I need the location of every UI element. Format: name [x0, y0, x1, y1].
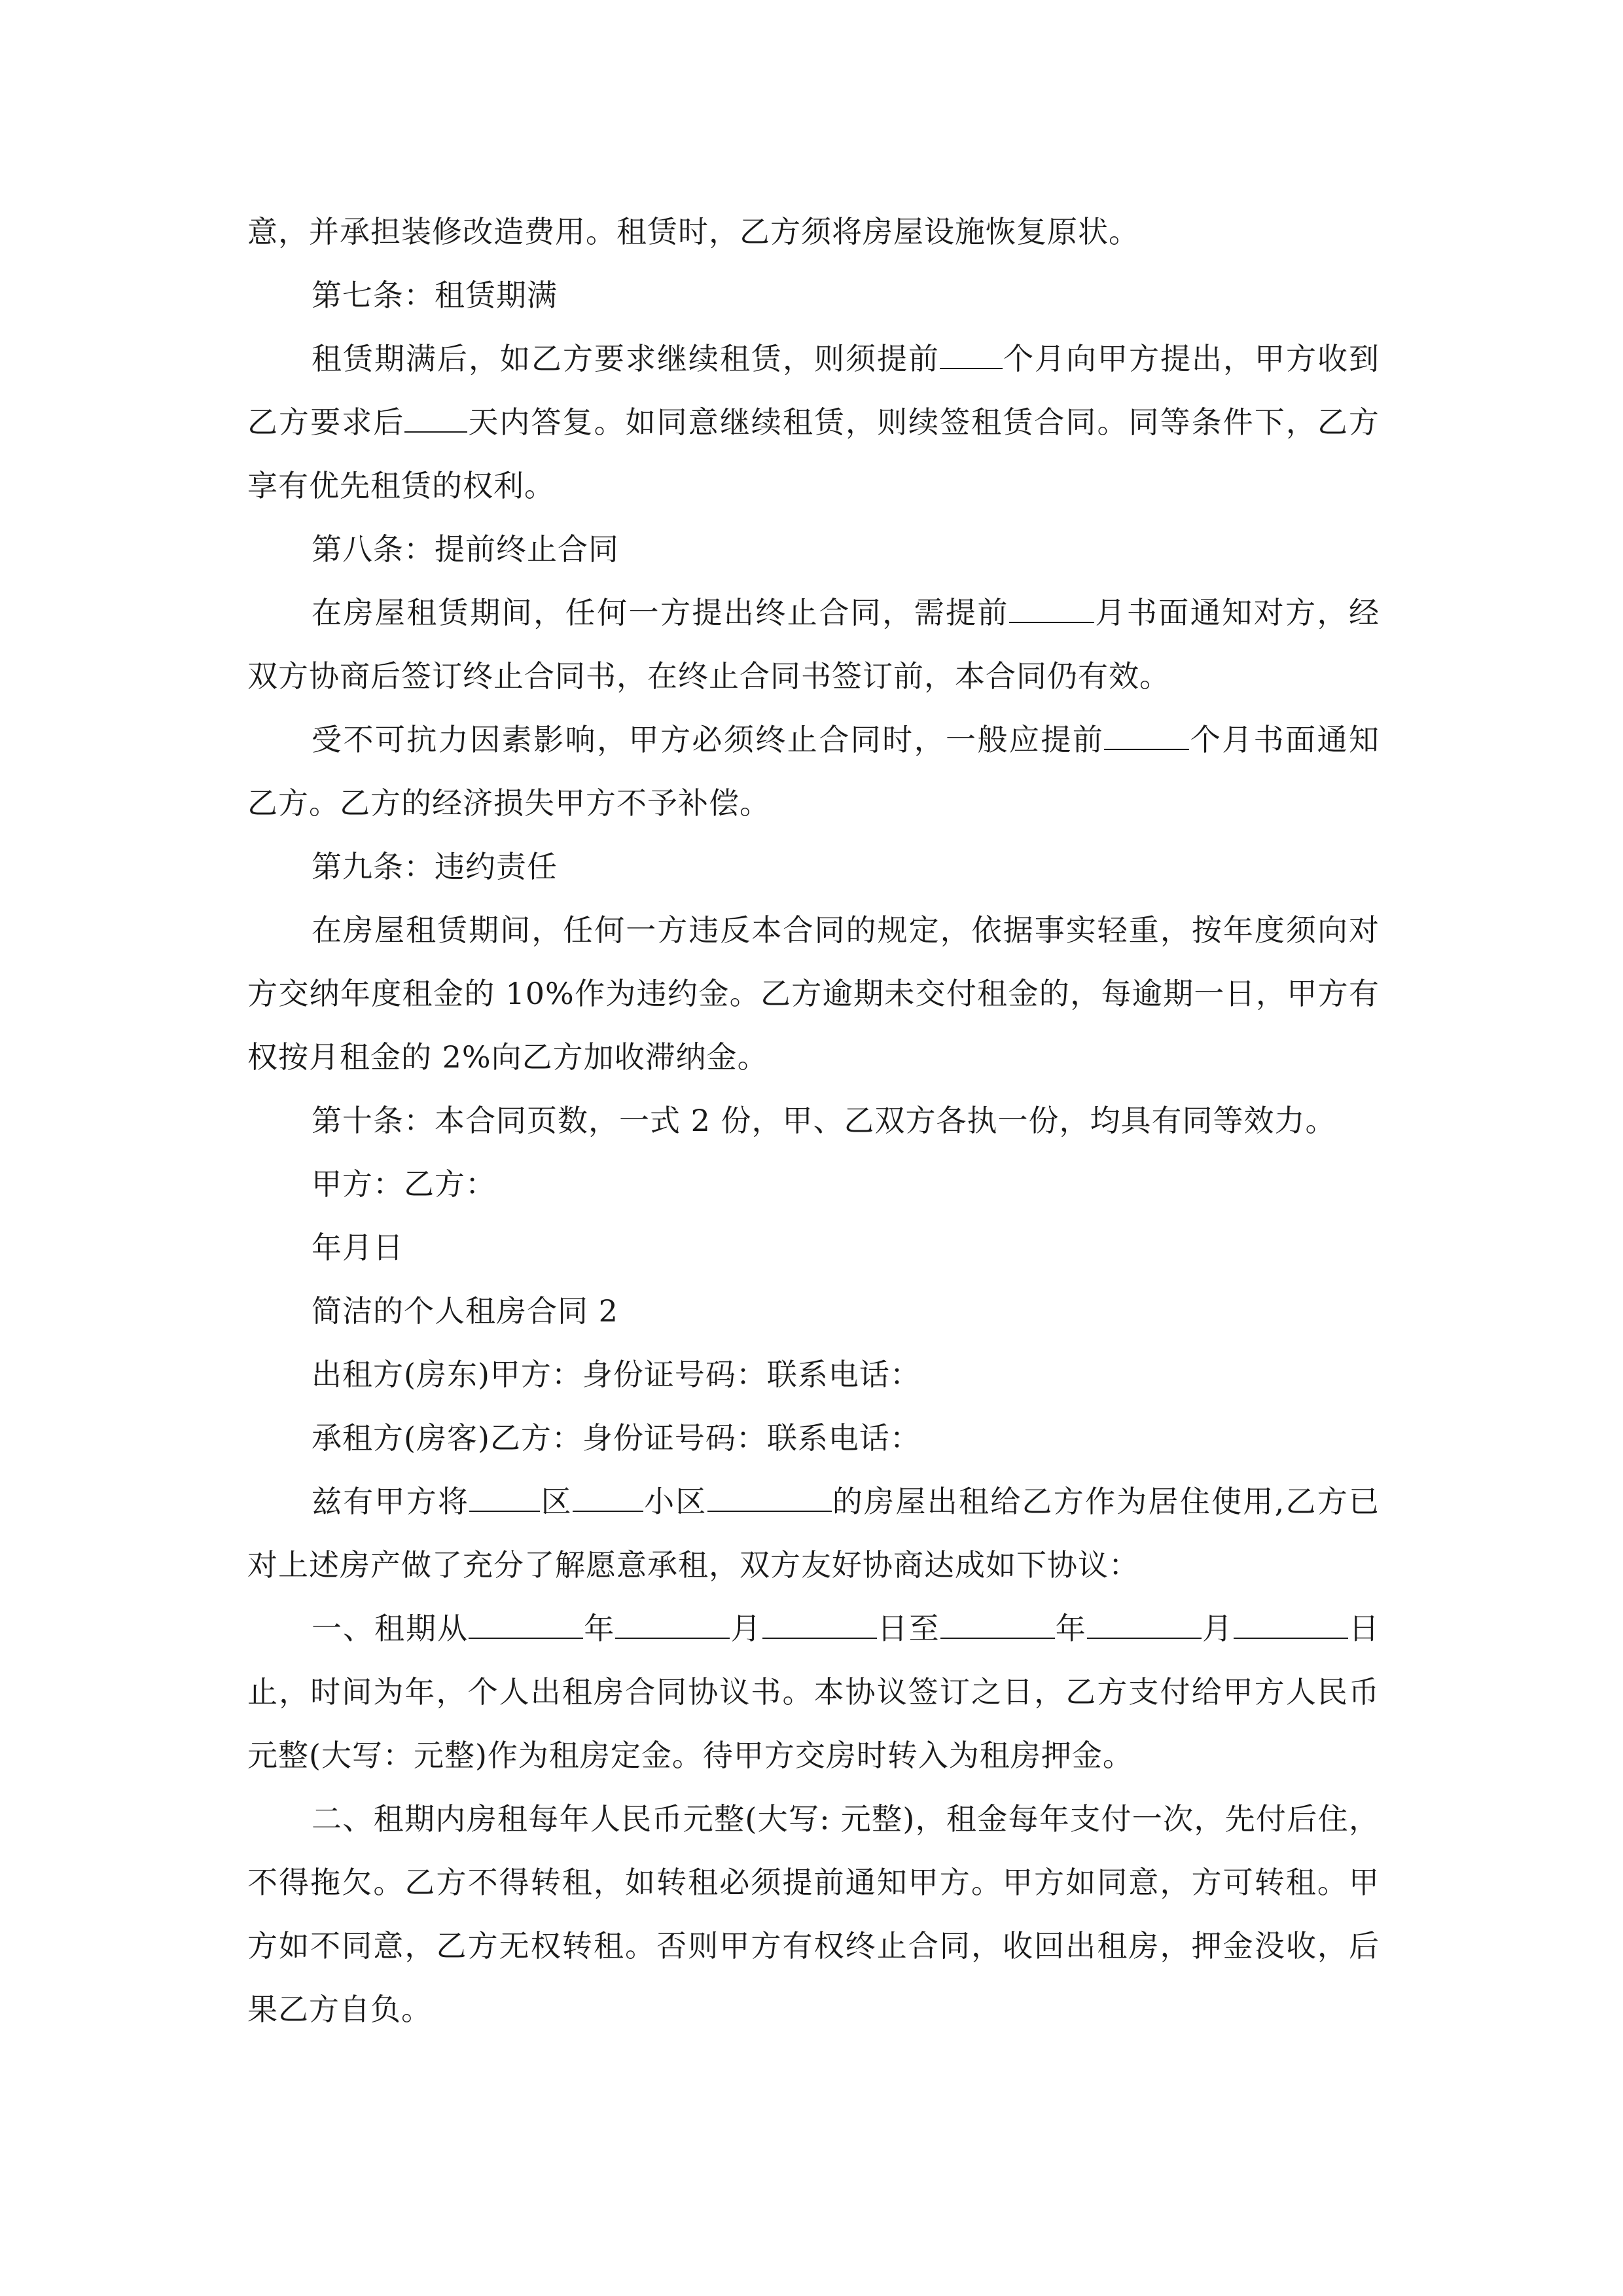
- blank-field: [469, 1611, 583, 1639]
- paragraph-text: 月: [730, 1611, 762, 1646]
- heading-text: 第八条：提前终止合同: [312, 531, 619, 567]
- paragraph-text: 年: [583, 1611, 616, 1646]
- paragraph-text: 出租方(房东)甲方：身份证号码：联系电话：: [312, 1357, 921, 1392]
- paragraph-text: 日止，时间为年，个人出租房合同协议书。本协议签订之日，乙方支付给甲方人民币元整(大写：元整)作为租房定金。待甲方交房时转入为租房押金。: [247, 1611, 1380, 1773]
- heading-text: 第七条：租赁期满: [312, 278, 558, 313]
- article-8-heading: [247, 518, 1380, 581]
- article-9-heading: [247, 835, 1380, 899]
- property-clause: [247, 1470, 1380, 1597]
- blank-field: [469, 1484, 540, 1512]
- contract-2-title: [247, 1280, 1380, 1343]
- signature-date: [247, 1216, 1380, 1280]
- article-8-body-1: [247, 581, 1380, 708]
- article-7-body: [247, 327, 1380, 518]
- paragraph-text: 二、租期内房租每年人民币元整(大写: 元整)，租金每年支付一次，先付后住，不得拖欠。乙方不得转租，如转租必须提前通知甲方。甲方如同意，方可转租。甲方如不同意，乙方无权转租。否则甲方有权终止合同，收回出租房，押金没收，后果乙方自负。: [247, 1801, 1380, 2027]
- article-8-body-2: [247, 708, 1380, 835]
- heading-text: 简洁的个人租房合同 2: [312, 1293, 618, 1329]
- paragraph-text: 第十条：本合同页数，一式 2 份，甲、乙双方各执一份，均具有同等效力。: [312, 1103, 1336, 1138]
- paragraph-text: 的房屋出租给乙方作为居住使用,乙方已对上述房产做了充分了解愿意承租，双方友好协商达成如下协议：: [247, 1484, 1380, 1583]
- article-9-body: [247, 899, 1380, 1089]
- blank-field: [762, 1611, 877, 1639]
- signature-parties: [247, 1153, 1380, 1216]
- paragraph-text: 年月日: [312, 1230, 404, 1265]
- paragraph-text: 天内答复。如同意继续租赁，则续签租赁合同。同等条件下，乙方享有优先租赁的权利。: [247, 404, 1380, 503]
- article-7-heading: [247, 264, 1380, 327]
- paragraph-text: 承租方(房客)乙方：身份证号码：联系电话：: [312, 1420, 921, 1456]
- paragraph-text: 兹有甲方将: [312, 1484, 470, 1519]
- paragraph-text: 年: [1054, 1611, 1087, 1646]
- paragraph-text: 月书面通知对方，经双方协商后签订终止合同书，在终止合同书签订前，本合同仍有效。: [247, 595, 1380, 694]
- lessee-info: [247, 1407, 1380, 1470]
- article-10: [247, 1089, 1380, 1153]
- clause-1-term: [247, 1597, 1380, 1787]
- blank-field: [404, 405, 467, 433]
- paragraph-text: 小区: [643, 1484, 707, 1519]
- paragraph-text: 个月向甲方提出，甲方收到乙方要求后: [247, 341, 1380, 440]
- paragraph-text: 受不可抗力因素影响，甲方必须终止合同时，一般应提前: [312, 722, 1105, 757]
- paragraph-text: 个月书面通知乙方。乙方的经济损失甲方不予补偿。: [247, 722, 1380, 821]
- paragraph-continuation: [247, 200, 1380, 264]
- heading-text: 第九条：违约责任: [312, 849, 558, 884]
- blank-field: [940, 342, 1003, 369]
- paragraph-text: 意，并承担装修改造费用。租赁时，乙方须将房屋设施恢复原状。: [247, 214, 1139, 249]
- lessor-info: [247, 1343, 1380, 1407]
- paragraph-text: 租赁期满后，如乙方要求继续租赁，则须提前: [312, 341, 940, 376]
- blank-field: [707, 1484, 832, 1512]
- blank-field: [1087, 1611, 1202, 1639]
- clause-2-rent: [247, 1787, 1380, 2041]
- blank-field: [1009, 596, 1094, 623]
- paragraph-text: 月: [1201, 1611, 1234, 1646]
- blank-field: [1234, 1611, 1348, 1639]
- blank-field: [615, 1611, 730, 1639]
- paragraph-text: 一、租期从: [312, 1611, 469, 1646]
- blank-field: [940, 1611, 1055, 1639]
- paragraph-text: 区: [540, 1484, 573, 1519]
- paragraph-text: 在房屋租赁期间，任何一方违反本合同的规定，依据事实轻重，按年度须向对方交纳年度租金的 10%作为违约金。乙方逾期未交付租金的，每逾期一日，甲方有权按月租金的 2%向乙方加收滞纳金。: [247, 912, 1380, 1075]
- paragraph-text: 甲方：乙方：: [312, 1166, 496, 1202]
- blank-field: [573, 1484, 643, 1512]
- paragraph-text: 在房屋租赁期间，任何一方提出终止合同，需提前: [312, 595, 1009, 630]
- document-body: [247, 200, 1380, 2041]
- paragraph-text: 日至: [876, 1611, 940, 1646]
- blank-field: [1104, 723, 1189, 750]
